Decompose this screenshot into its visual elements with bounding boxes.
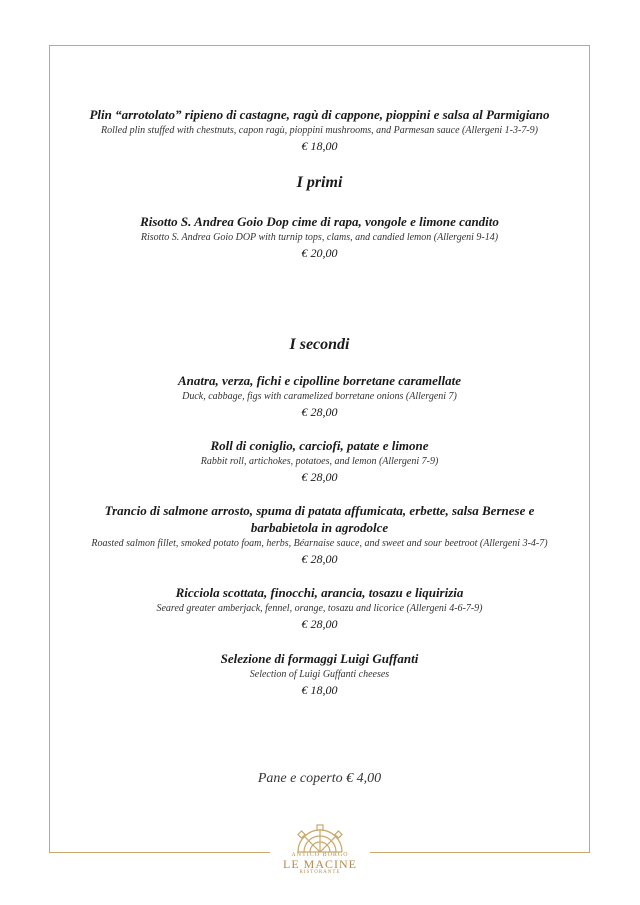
item-name: Anatra, verza, fichi e cipolline borretane caramellate xyxy=(177,373,462,388)
item-name: Risotto S. Andrea Goio Dop cime di rapa, vongole e limone candito xyxy=(140,214,499,229)
logo-line-2: LE MACINE xyxy=(283,857,357,871)
item-price: € 28,00 xyxy=(301,405,338,419)
item-description: Rabbit roll, artichokes, potatoes, and lemon (Allergeni 7-9) xyxy=(200,456,439,467)
menu-item-salmone xyxy=(49,502,590,568)
logo-line-3: RISTORANTE xyxy=(299,870,341,875)
menu-item-plin xyxy=(49,106,590,155)
item-description: Roasted salmon fillet, smoked potato foam, herbs, Béarnaise sauce, and sweet and sour beetroot (Allergeni 3-4-7) xyxy=(91,538,548,549)
section-title-secondi: I secondi xyxy=(289,336,350,353)
item-name: Ricciola scottata, finocchi, arancia, tosazu e liquirizia xyxy=(175,585,464,600)
item-description: Risotto S. Andrea Goio DOP with turnip tops, clams, and candied lemon (Allergeni 9-14) xyxy=(140,232,499,243)
menu-item-formaggi xyxy=(49,650,590,699)
menu-item-anatra xyxy=(49,372,590,421)
item-description: Selection of Luigi Guffanti cheeses xyxy=(249,669,390,680)
item-name-line1: Trancio di salmone arrosto, spuma di patata affumicata, erbette, salsa Bernese e xyxy=(104,503,535,518)
logo-line-1: ANTICO BORGO xyxy=(291,852,349,858)
item-name: Roll di coniglio, carciofi, patate e limone xyxy=(210,438,429,453)
item-price: € 18,00 xyxy=(301,139,338,153)
item-name-line2: barbabietola in agrodolce xyxy=(250,520,389,535)
item-name: Selezione di formaggi Luigi Guffanti xyxy=(220,651,419,666)
menu-item-risotto xyxy=(49,213,590,262)
item-price: € 28,00 xyxy=(301,617,338,631)
item-price: € 28,00 xyxy=(301,470,338,484)
menu-item-coniglio xyxy=(49,437,590,486)
menu-item-ricciola xyxy=(49,584,590,633)
item-name: Plin “arrotolato” ripieno di castagne, ragù di cappone, pioppini e salsa al Parmigiano xyxy=(89,107,550,122)
mill-wheel-icon xyxy=(290,816,350,856)
item-price: € 28,00 xyxy=(301,552,338,566)
item-description: Rolled plin stuffed with chestnuts, capon ragù, pioppini mushrooms, and Parmesan sauce (Allergeni 1-3-7-9) xyxy=(101,125,538,136)
item-price: € 20,00 xyxy=(301,246,338,260)
item-description: Seared greater amberjack, fennel, orange, tosazu and licorice (Allergeni 4-6-7-9) xyxy=(156,603,483,614)
item-description: Duck, cabbage, figs with caramelized borretane onions (Allergeni 7) xyxy=(182,391,457,402)
section-title-primi: I primi xyxy=(296,174,343,191)
cover-charge: Pane e coperto € 4,00 xyxy=(257,771,382,786)
restaurant-logo xyxy=(270,810,370,890)
item-price: € 18,00 xyxy=(301,683,338,697)
